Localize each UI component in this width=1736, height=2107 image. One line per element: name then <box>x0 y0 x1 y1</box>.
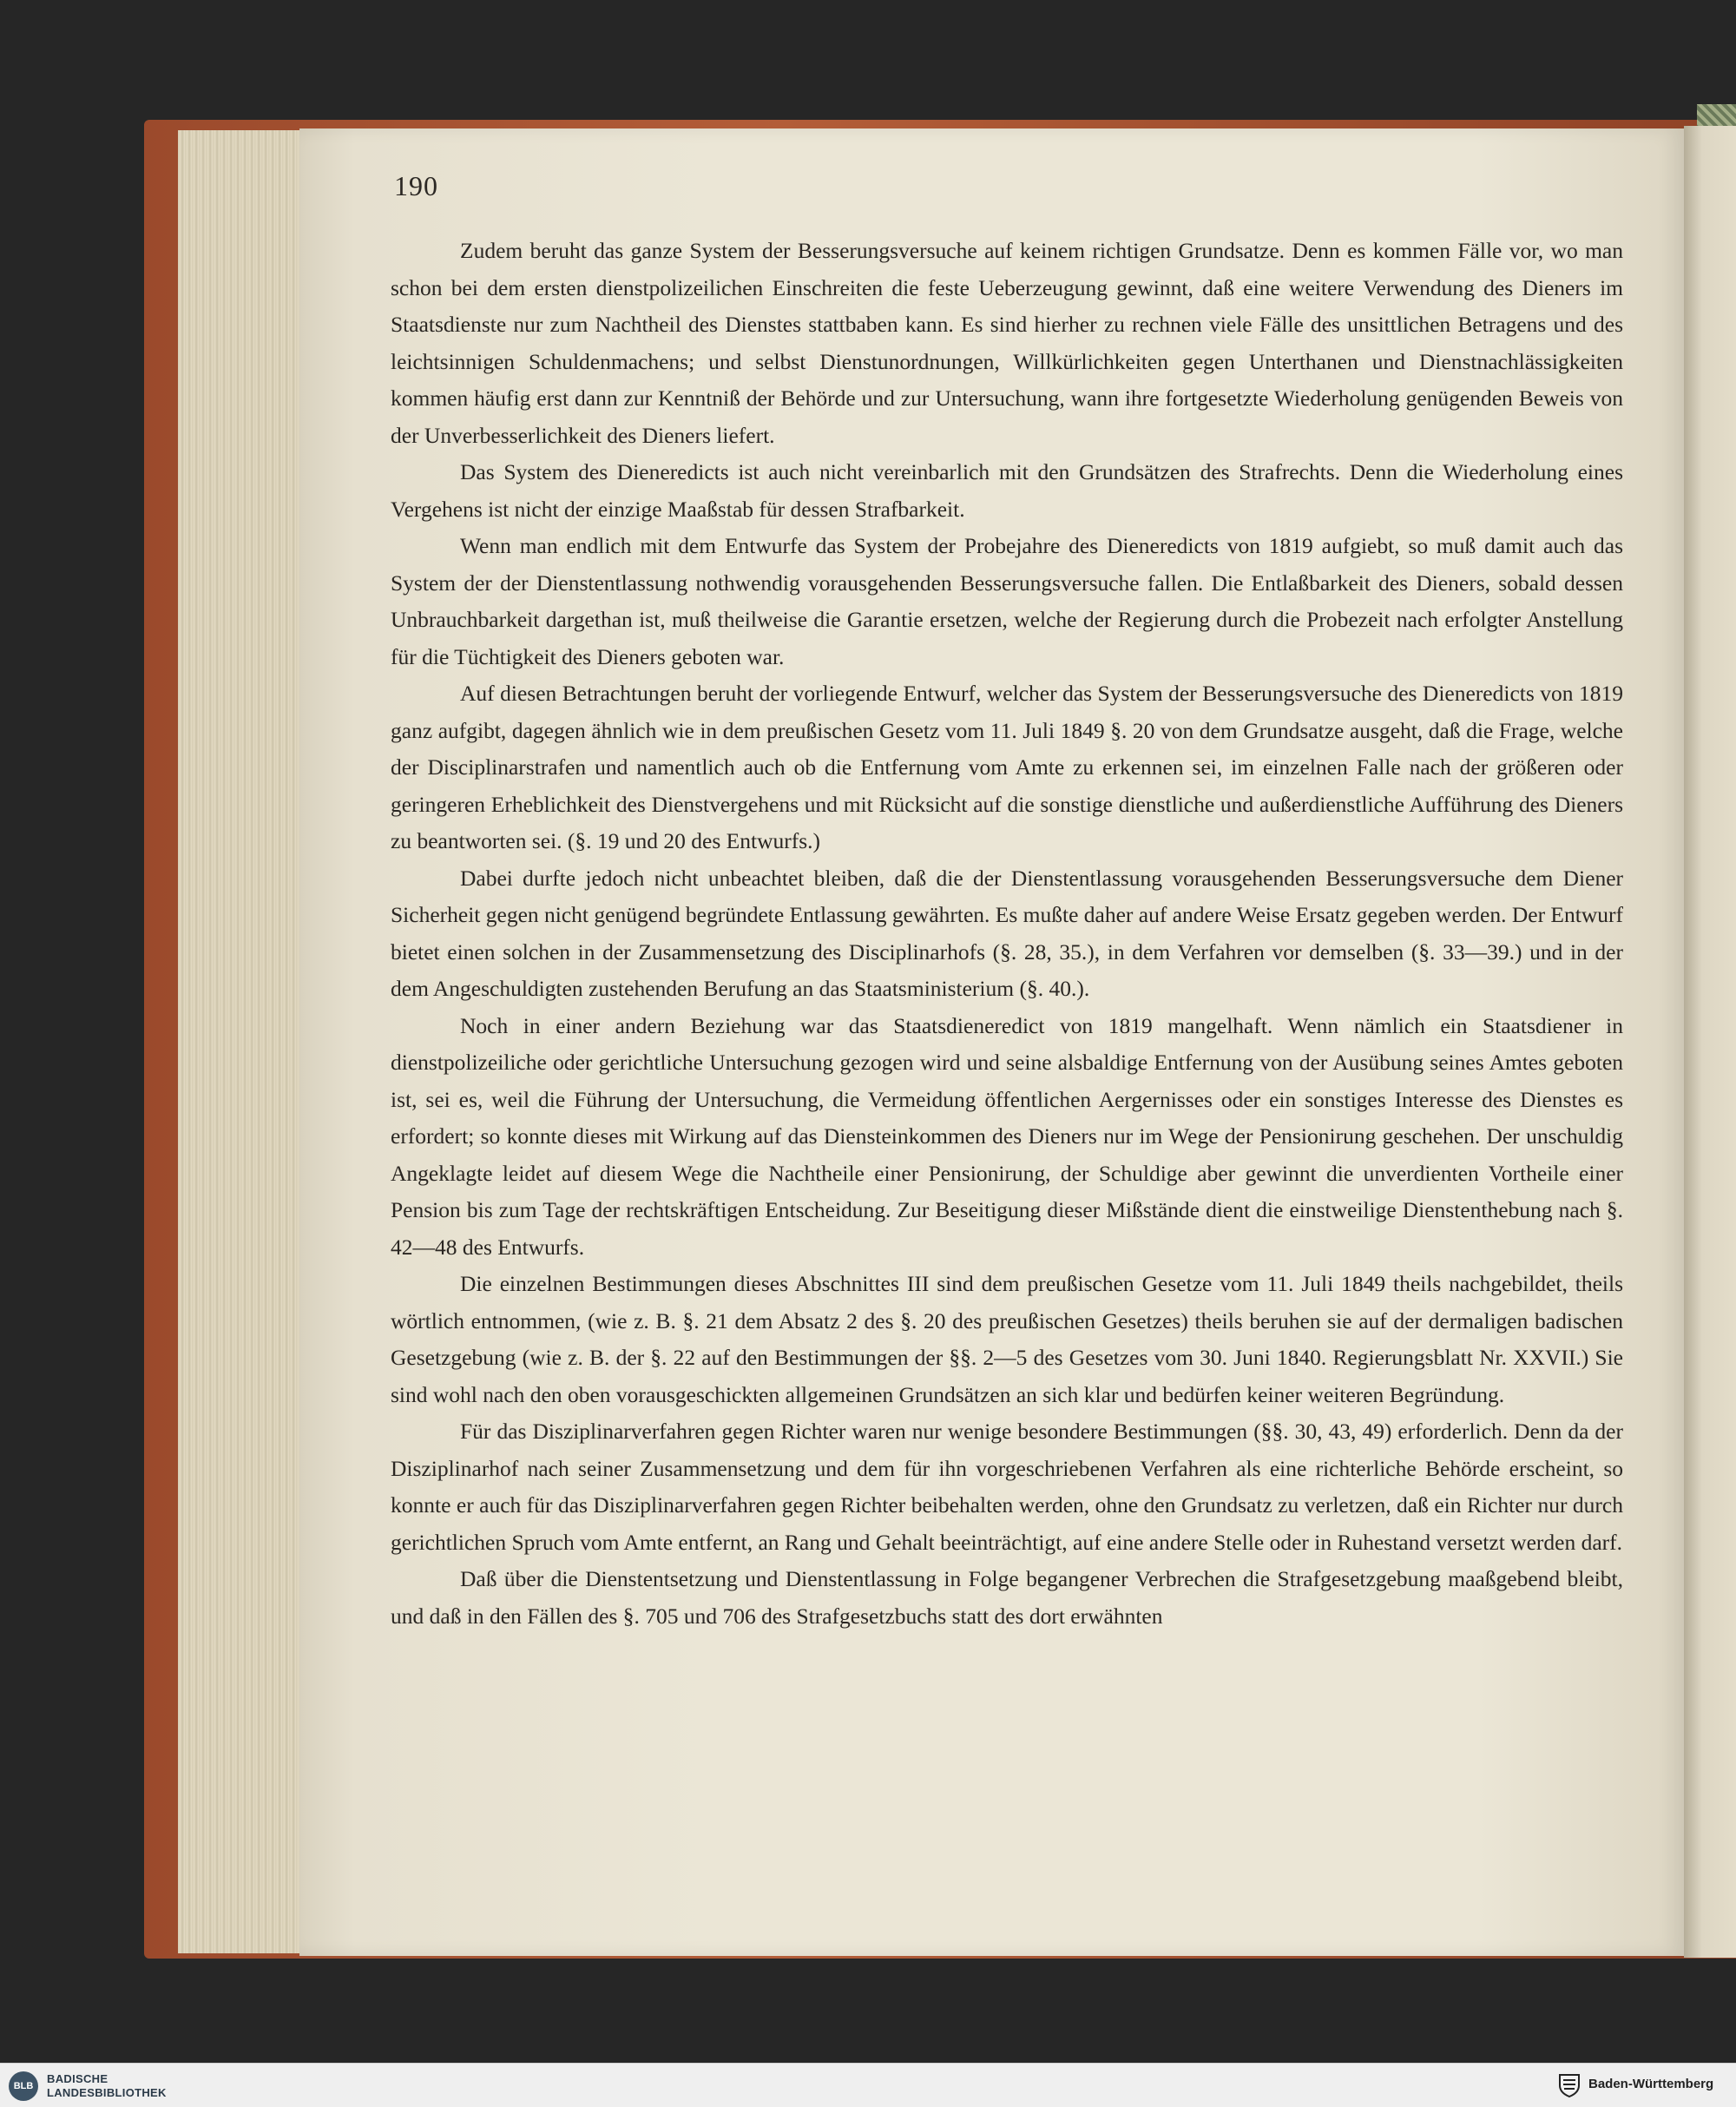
page-text <box>391 233 1623 1635</box>
blb-name-line1: BADISCHE <box>47 2072 108 2085</box>
viewer-footer <box>0 2063 1736 2107</box>
paragraph: Daß über die Dienstentsetzung und Dienstentlassung in Folge begangener Verbrechen die Strafgesetzgebung maaßgebend bleibt, und daß in den Fällen des §. 705 und 706 des Strafgesetzbuchs statt des dort erwähnten <box>391 1566 1623 1629</box>
paragraph: Wenn man endlich mit dem Entwurfe das System der Probejahre des Dieneredicts von 1819 aufgiebt, so muß damit auch das System der der Dienstentlassung nothwendig vorausgehenden Besserungsversuche fallen. Die Entlaßbarkeit des Dieners, sobald dessen Unbrauchbarkeit dargethan ist, muß theilweise die Garantie ersetzen, welche der Regierung durch die Probezeit nach erfolgter Anstellung für die Tüchtigkeit des Dieners geboten war. <box>391 533 1623 669</box>
paragraph: Noch in einer andern Beziehung war das Staatsdieneredict von 1819 mangelhaft. Wenn nämlich ein Staatsdiener in dienstpolizeiliche oder gerichtliche Untersuchung gezogen wird und seine alsbaldige Entfernung von der Ausübung seines Amtes geboten ist, sei es, weil die Führung der Untersuchung, die Vermeidung öffentlichen Aergernisses oder ein sonstiges Interesse des Dienstes es erfordert; so konnte dieses mit Wirkung auf das Diensteinkommen des Dieners nur im Wege der Pensionirung geschehen. Der unschuldig Angeklagte leidet auf diesem Wege die Nachtheile einer Pensionirung, der Schuldige aber gewinnt die unverdienten Vortheile einer Pension bis zum Tage der rechtskräftigen Entscheidung. Zur Beseitigung dieser Mißstände dient die einstweilige Dienstenthebung nach §. 42—48 des Entwurfs. <box>391 1012 1623 1260</box>
coat-of-arms-icon[interactable] <box>1556 2072 1582 2098</box>
paragraph: Das System des Dieneredicts ist auch nicht vereinbarlich mit den Grundsätzen des Strafrechts. Denn die Wiederholung eines Vergehens ist nicht der einzige Maaßstab für dessen Strafbarkeit. <box>391 459 1623 522</box>
paragraph: Zudem beruht das ganze System der Besserungsversuche auf keinem richtigen Grundsatze. Denn es kommen Fälle vor, wo man schon bei dem ersten dienstpolizeilichen Einschreiten die feste Ueberzeugung gewinnt, daß eine weitere Verwendung des Dieners im Staatsdienste nur zum Nachtheil des Dienstes stattbaben kann. Es sind hierher zu rechnen viele Fälle des unsittlichen Betragens und des leichtsinnigen Schuldenmachens; und selbst Dienstunordnungen, Willkürlichkeiten gegen Unterthanen und Dienstnachlässigkeiten kommen häufig erst dann zur Kenntniß der Behörde und zur Untersuchung, wann ihre fortgesetzte Wiederholung genügenden Beweis von der Unverbesserlichkeit des Dieners liefert. <box>391 238 1623 448</box>
paragraph: Die einzelnen Bestimmungen dieses Abschnittes III sind dem preußischen Gesetze vom 11. Juli 1849 theils nachgebildet, theils wörtlich entnommen, (wie z. B. §. 21 dem Absatz 2 des §. 20 des preußischen Gesetzes) theils beruhen sie auf der dermaligen badischen Gesetzgebung (wie z. B. der §. 22 auf den Bestimmungen der §§. 2—5 des Gesetzes vom 30. Juni 1840. Regierungsblatt Nr. XXVII.) Sie sind wohl nach den oben vorausgeschickten allgemeinen Grundsätzen an sich klar und bedürfen keiner weiteren Begründung. <box>391 1271 1623 1407</box>
paragraph: Auf diesen Betrachtungen beruht der vorliegende Entwurf, welcher das System der Besserungsversuche des Dieneredicts von 1819 ganz aufgibt, dagegen ähnlich wie in dem preußischen Gesetz vom 11. Juli 1849 §. 20 von dem Grundsatze ausgeht, daß die Frage, welche der Disciplinarstrafen und namentlich auch ob die Entfernung vom Amte zu erkennen sei, im einzelnen Falle nach der größeren oder geringeren Erheblichkeit des Dienstvergehens und mit Rücksicht auf die sonstige dienstliche und außerdienstliche Aufführung des Dieners zu beantworten sei. (§. 19 und 20 des Entwurfs.) <box>391 681 1623 853</box>
page-number: 190 <box>394 170 438 201</box>
paragraph: Dabei durfte jedoch nicht unbeachtet bleiben, daß die der Dienstentlassung vorausgehenden Besserungsversuche dem Diener Sicherheit gegen nicht genügend begründete Entlassung gewährten. Es mußte daher auf andere Weise Ersatz gegeben werden. Der Entwurf bietet einen solchen in der Zusammensetzung des Disciplinarhofs (§. 28, 35.), in dem Verfahren vor demselben (§. 33—39.) und in der dem Angeschuldigten zustehenden Berufung an das Staatsministerium (§. 40.). <box>391 865 1623 1001</box>
blb-library-name[interactable] <box>47 2072 167 2100</box>
blb-logo-icon[interactable]: BLB <box>9 2071 38 2101</box>
facing-page-edge <box>1684 126 1736 1958</box>
baden-wuerttemberg-label[interactable]: Baden-Württemberg <box>1588 2077 1714 2091</box>
paragraph: Für das Disziplinarverfahren gegen Richter waren nur wenige besondere Bestimmungen (§§. 30, 43, 49) erforderlich. Denn da der Disziplinarhof nach seiner Zusammensetzung und dem für ihn vorgeschriebenen Verfahren als eine richterliche Behörde erscheint, so konnte er auch für das Disziplinarverfahren gegen Richter beibehalten werden, ohne den Grundsatz zu verletzen, daß ein Richter nur durch gerichtlichen Spruch vom Amte entfernt, an Rang und Gehalt beeinträchtigt, auf eine andere Stelle oder in Ruhestand versetzt werden darf. <box>391 1419 1623 1555</box>
page-stack-edge <box>178 130 308 1953</box>
blb-name-line2: LANDESBIBLIOTHEK <box>47 2086 167 2099</box>
